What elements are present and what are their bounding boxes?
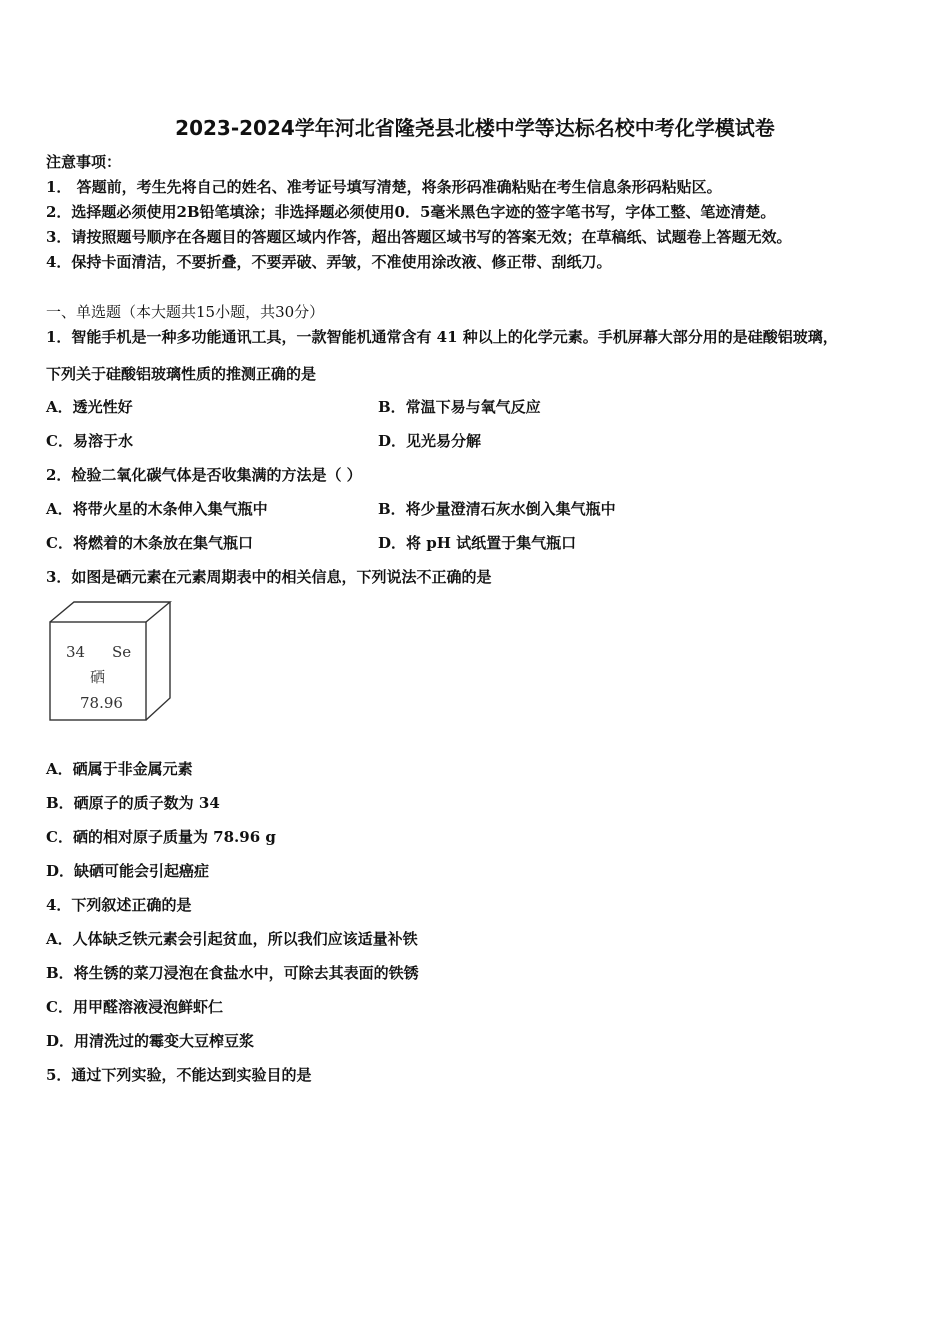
selenium-element-card [46,600,176,724]
q1-stem-line2: 下列关于硅酸铝玻璃性质的推测正确的是 [46,365,317,383]
q2-option-c: C．将燃着的木条放在集气瓶口 [46,534,253,552]
element-atomic-number: 34 [66,643,86,661]
q4-stem: 4．下列叙述正确的是 [46,896,192,914]
notice-item-2: 2．选择题必须使用2B铅笔填涂；非选择题必须使用0．5毫米黑色字迹的签字笔书写，字体工整、笔迹清楚。 [46,203,776,221]
page-title: 2023-2024学年河北省隆尧县北楼中学等达标名校中考化学模试卷 [175,116,775,140]
q3-option-c: C．硒的相对原子质量为 78.96 g [46,828,276,846]
notice-heading: 注意事项： [46,153,122,171]
section-heading: 一、单选题（本大题共15小题，共30分） [46,303,325,321]
notice-item-3: 3．请按照题号顺序在各题目的答题区域内作答，超出答题区域书写的答案无效；在草稿纸、试题卷上答题无效。 [46,228,792,246]
q5-stem: 5．通过下列实验，不能达到实验目的是 [46,1066,312,1084]
q4-option-a: A．人体缺乏铁元素会引起贫血，所以我们应该适量补铁 [46,930,418,948]
element-atomic-mass: 78.96 [80,694,123,712]
q3-option-a: A．硒属于非金属元素 [46,760,193,778]
notice-item-1: 1． 答题前，考生先将自己的姓名、准考证号填写清楚，将条形码准确粘贴在考生信息条形码粘贴区。 [46,178,722,196]
q2-option-b: B．将少量澄清石灰水倒入集气瓶中 [378,500,616,518]
element-name: 硒 [90,668,106,686]
q2-option-d: D．将 pH 试纸置于集气瓶口 [378,534,577,552]
q1-option-d: D．见光易分解 [378,432,482,450]
q1-option-b: B．常温下易与氧气反应 [378,398,541,416]
q4-option-d: D．用清洗过的霉变大豆榨豆浆 [46,1032,255,1050]
q3-option-b: B．硒原子的质子数为 34 [46,794,220,812]
q2-stem: 2．检验二氧化碳气体是否收集满的方法是（ ） [46,466,362,484]
q1-option-c: C．易溶于水 [46,432,133,450]
element-symbol: Se [112,643,132,661]
q3-option-d: D．缺硒可能会引起癌症 [46,862,210,880]
q4-option-b: B．将生锈的菜刀浸泡在食盐水中，可除去其表面的铁锈 [46,964,419,982]
q3-stem: 3．如图是硒元素在元素周期表中的相关信息，下列说法不正确的是 [46,568,492,586]
q4-option-c: C．用甲醛溶液浸泡鲜虾仁 [46,998,223,1016]
q2-option-a: A．将带火星的木条伸入集气瓶中 [46,500,268,518]
q1-option-a: A．透光性好 [46,398,133,416]
notice-item-4: 4．保持卡面清洁，不要折叠，不要弄破、弄皱，不准使用涂改液、修正带、刮纸刀。 [46,253,612,271]
q1-stem-line1: 1．智能手机是一种多功能通讯工具，一款智能机通常含有 41 种以上的化学元素。手机屏幕大部分用的是硅酸铝玻璃， [46,328,838,346]
